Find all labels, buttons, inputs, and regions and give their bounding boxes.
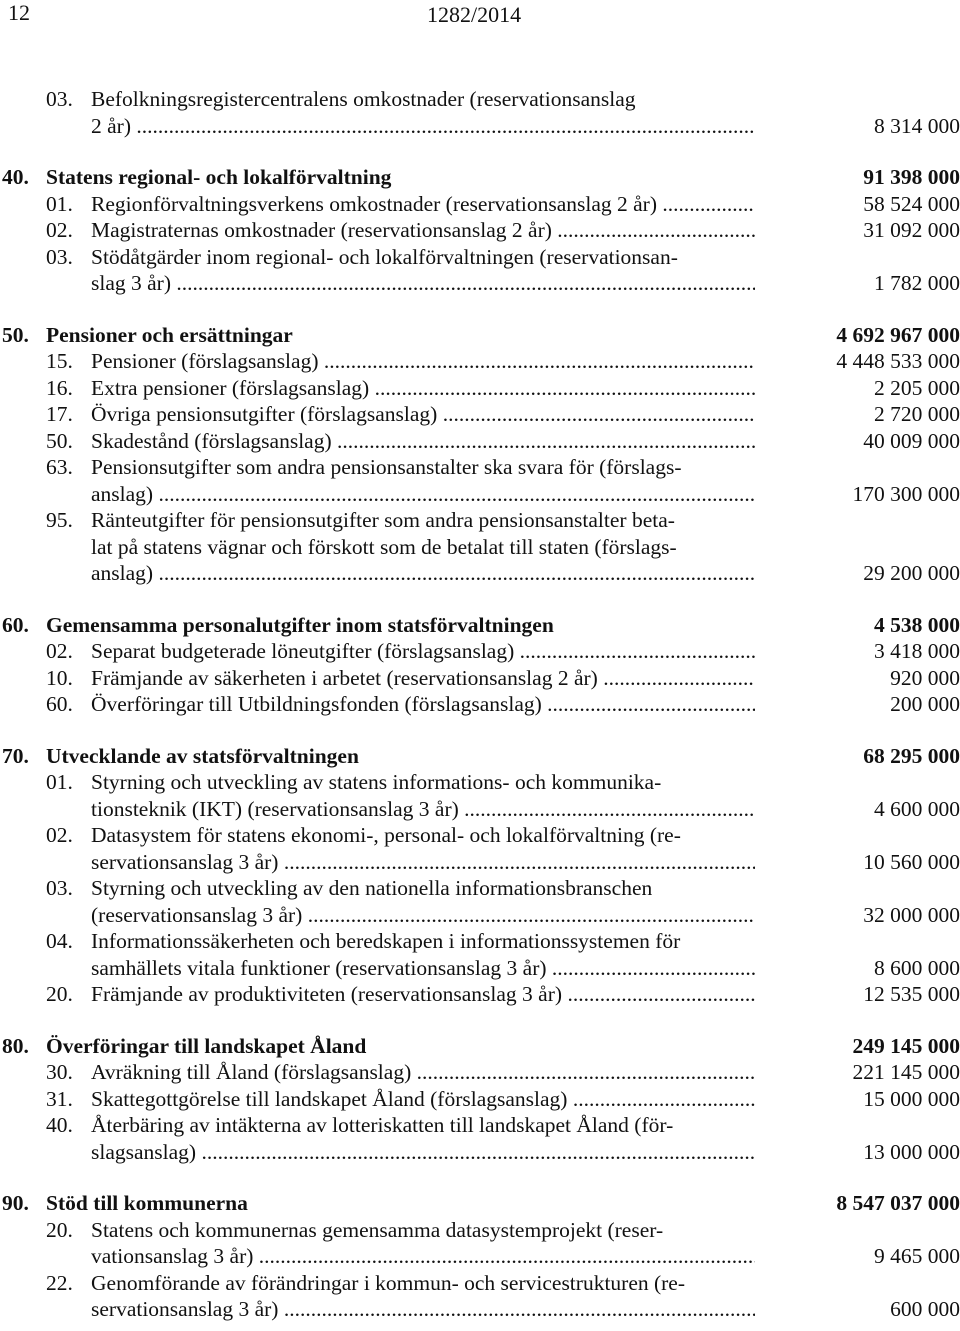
- item-line: [0, 665, 960, 692]
- section-spacer: [0, 1165, 960, 1190]
- item-amount: 221 145 000: [852, 1060, 960, 1084]
- item-number: 22.: [46, 1270, 73, 1295]
- item-line: [0, 902, 960, 929]
- item-line: [0, 454, 960, 481]
- item-number: 63.: [46, 455, 73, 479]
- item-amount: 3 418 000: [874, 639, 960, 663]
- item-amount: 58 524 000: [863, 191, 960, 216]
- item-description: Skadestånd (förslagsanslag) .....: [91, 428, 755, 455]
- item-amount: 4 448 533 000: [836, 349, 960, 373]
- item-number: 10.: [46, 665, 73, 690]
- page-number: 12: [8, 0, 30, 25]
- item-amount: 12 535 000: [863, 982, 960, 1006]
- item-line: [0, 348, 960, 375]
- item-line: [0, 1217, 960, 1244]
- section-spacer: [0, 587, 960, 612]
- item-description: slag 3 år) .....: [91, 270, 755, 297]
- section-total: 8 547 037 000: [836, 1191, 960, 1215]
- item-description: Informationssäkerheten och beredskapen i informationssystemen för: [91, 929, 681, 953]
- item-line: [0, 1296, 960, 1323]
- item-amount: 4 600 000: [874, 796, 960, 821]
- item-amount: 200 000: [890, 692, 960, 716]
- item-description: Datasystem för statens ekonomi-, personal- och lokalförvaltning (re-: [91, 823, 681, 847]
- item-description: Stödåtgärder inom regional- och lokalförvaltningen (reservationsan-: [91, 244, 678, 269]
- item-line: [0, 769, 960, 796]
- item-description: Främjande av produktiviteten (reservationsanslag 3 år) .....: [91, 981, 755, 1008]
- item-description: Styrning och utveckling av statens informations- och kommunika-: [91, 770, 662, 794]
- item-amount: 920 000: [890, 665, 960, 690]
- section-title: Gemensamma personalutgifter inom statsförvaltningen: [46, 612, 554, 637]
- item-line: [0, 270, 960, 297]
- item-line: [0, 796, 960, 823]
- item-line: [0, 401, 960, 428]
- item-description: (reservationsanslag 3 år) .....: [91, 902, 755, 929]
- item-amount: 2 720 000: [874, 402, 960, 426]
- item-description: servationsanslag 3 år) .....: [91, 849, 755, 876]
- item-number: 03.: [46, 876, 73, 900]
- item-number: 03.: [46, 244, 73, 269]
- item-line: [0, 1059, 960, 1086]
- item-number: 16.: [46, 375, 73, 400]
- section-spacer: [0, 297, 960, 322]
- section-heading: [0, 612, 960, 639]
- section-number: 40.: [2, 165, 29, 189]
- item-description: tionsteknik (IKT) (reservationsanslag 3 år) .....: [91, 796, 755, 823]
- item-amount: 600 000: [890, 1297, 960, 1321]
- item-description: lat på statens vägnar och förskott som de betalat till staten (förslags-: [91, 534, 677, 559]
- item-description: Skattegottgörelse till landskapet Åland (förslagsanslag) .....: [91, 1086, 755, 1113]
- item-line: [0, 822, 960, 849]
- item-number: 03.: [46, 87, 73, 111]
- item-number: 15.: [46, 349, 73, 373]
- item-line: [0, 1139, 960, 1166]
- item-number: 20.: [46, 982, 73, 1006]
- section-number: 60.: [2, 612, 29, 637]
- item-line: [0, 1270, 960, 1297]
- item-line: [0, 1243, 960, 1270]
- item-line: [0, 1112, 960, 1139]
- item-amount: 32 000 000: [863, 902, 960, 927]
- item-number: 02.: [46, 218, 73, 242]
- section-title: Statens regional- och lokalförvaltning: [46, 165, 392, 189]
- item-number: 30.: [46, 1060, 73, 1084]
- item-number: 02.: [46, 823, 73, 847]
- section-heading: [0, 1190, 960, 1217]
- item-number: 02.: [46, 639, 73, 663]
- item-line: [0, 849, 960, 876]
- item-line: [0, 928, 960, 955]
- item-line: [0, 113, 960, 140]
- item-description: Befolkningsregistercentralens omkostnader (reservationsanslag: [91, 87, 636, 111]
- item-line: [0, 1086, 960, 1113]
- item-description: Främjande av säkerheten i arbetet (reservationsanslag 2 år) .....: [91, 665, 755, 692]
- item-amount: 13 000 000: [863, 1139, 960, 1164]
- item-number: 31.: [46, 1086, 73, 1111]
- item-description: anslag) .....: [91, 481, 755, 508]
- section-heading: [0, 1033, 960, 1060]
- item-amount: 170 300 000: [852, 481, 960, 506]
- section-heading: [0, 743, 960, 770]
- item-description: Extra pensioner (förslagsanslag) .....: [91, 375, 755, 402]
- item-description: slagsanslag) .....: [91, 1139, 755, 1166]
- item-amount: 8 600 000: [874, 955, 960, 980]
- section-number: 70.: [2, 743, 29, 768]
- section-number: 50.: [2, 322, 29, 347]
- item-amount: 29 200 000: [863, 561, 960, 585]
- item-line: [0, 534, 960, 561]
- section-heading: [0, 322, 960, 349]
- section-title: Överföringar till landskapet Åland: [46, 1033, 367, 1058]
- item-line: [0, 875, 960, 902]
- item-description: Styrning och utveckling av den nationella informationsbranschen: [91, 876, 653, 900]
- item-amount: 31 092 000: [863, 218, 960, 242]
- item-description: Återbäring av intäkterna av lotteriskatten till landskapet Åland (för-: [91, 1113, 674, 1137]
- item-amount: 10 560 000: [863, 849, 960, 874]
- item-line: [0, 560, 960, 587]
- item-description: 2 år) .....: [91, 113, 755, 140]
- item-description: Ränteutgifter för pensionsutgifter som andra pensionsanstalter beta-: [91, 508, 675, 532]
- item-line: [0, 375, 960, 402]
- item-number: 04.: [46, 929, 73, 953]
- item-number: 60.: [46, 692, 73, 716]
- item-description: servationsanslag 3 år) .....: [91, 1296, 755, 1323]
- item-description: Separat budgeterade löneutgifter (förslagsanslag) .....: [91, 638, 755, 665]
- item-number: 50.: [46, 428, 73, 453]
- document-id: 1282/2014: [427, 2, 522, 27]
- item-description: vationsanslag 3 år) .....: [91, 1243, 755, 1270]
- section-heading: [0, 164, 960, 191]
- item-line: [0, 217, 960, 244]
- item-description: Övriga pensionsutgifter (förslagsanslag) .....: [91, 401, 755, 428]
- item-number: 17.: [46, 402, 73, 426]
- item-description: Överföringar till Utbildningsfonden (förslagsanslag) .....: [91, 691, 755, 718]
- section-spacer: [0, 718, 960, 743]
- section-number: 80.: [2, 1033, 29, 1058]
- section-spacer: [0, 1008, 960, 1033]
- item-description: samhällets vitala funktioner (reservationsanslag 3 år) .....: [91, 955, 755, 982]
- section-number: 90.: [2, 1191, 29, 1215]
- item-number: 95.: [46, 508, 73, 532]
- section-total: 249 145 000: [852, 1033, 960, 1058]
- section-title: Utvecklande av statsförvaltningen: [46, 743, 359, 768]
- item-line: [0, 191, 960, 218]
- item-line: [0, 981, 960, 1008]
- item-amount: 1 782 000: [874, 271, 960, 295]
- item-line: [0, 481, 960, 508]
- item-amount: 40 009 000: [863, 428, 960, 453]
- item-description: Pensionsutgifter som andra pensionsanstalter ska svara för (förslags-: [91, 455, 682, 479]
- section-title: Stöd till kommunerna: [46, 1191, 248, 1215]
- section-total: 91 398 000: [863, 165, 960, 189]
- item-line: [0, 428, 960, 455]
- section-total: 4 692 967 000: [836, 322, 960, 347]
- item-amount: 9 465 000: [874, 1244, 960, 1268]
- section-title: Pensioner och ersättningar: [46, 322, 293, 347]
- item-line: [0, 955, 960, 982]
- item-number: 01.: [46, 770, 73, 794]
- item-description: Avräkning till Åland (förslagsanslag) .....: [91, 1059, 755, 1086]
- item-description: Statens och kommunernas gemensamma datasystemprojekt (reser-: [91, 1217, 664, 1242]
- item-line: [0, 86, 960, 113]
- item-number: 20.: [46, 1217, 73, 1242]
- budget-table: [0, 86, 960, 1323]
- item-number: 40.: [46, 1113, 73, 1137]
- item-description: anslag) .....: [91, 560, 755, 587]
- section-total: 68 295 000: [863, 743, 960, 768]
- item-amount: 15 000 000: [863, 1086, 960, 1111]
- item-description: Pensioner (förslagsanslag) .....: [91, 348, 755, 375]
- item-number: 01.: [46, 191, 73, 216]
- item-description: Magistraternas omkostnader (reservationsanslag 2 år) .....: [91, 217, 755, 244]
- item-line: [0, 691, 960, 718]
- item-line: [0, 244, 960, 271]
- item-amount: 8 314 000: [874, 113, 960, 138]
- item-line: [0, 507, 960, 534]
- item-description: Regionförvaltningsverkens omkostnader (reservationsanslag 2 år) .....: [91, 191, 755, 218]
- item-description: Genomförande av förändringar i kommun- och servicestrukturen (re-: [91, 1270, 686, 1295]
- section-total: 4 538 000: [874, 612, 960, 637]
- item-line: [0, 638, 960, 665]
- item-amount: 2 205 000: [874, 375, 960, 400]
- section-spacer: [0, 139, 960, 164]
